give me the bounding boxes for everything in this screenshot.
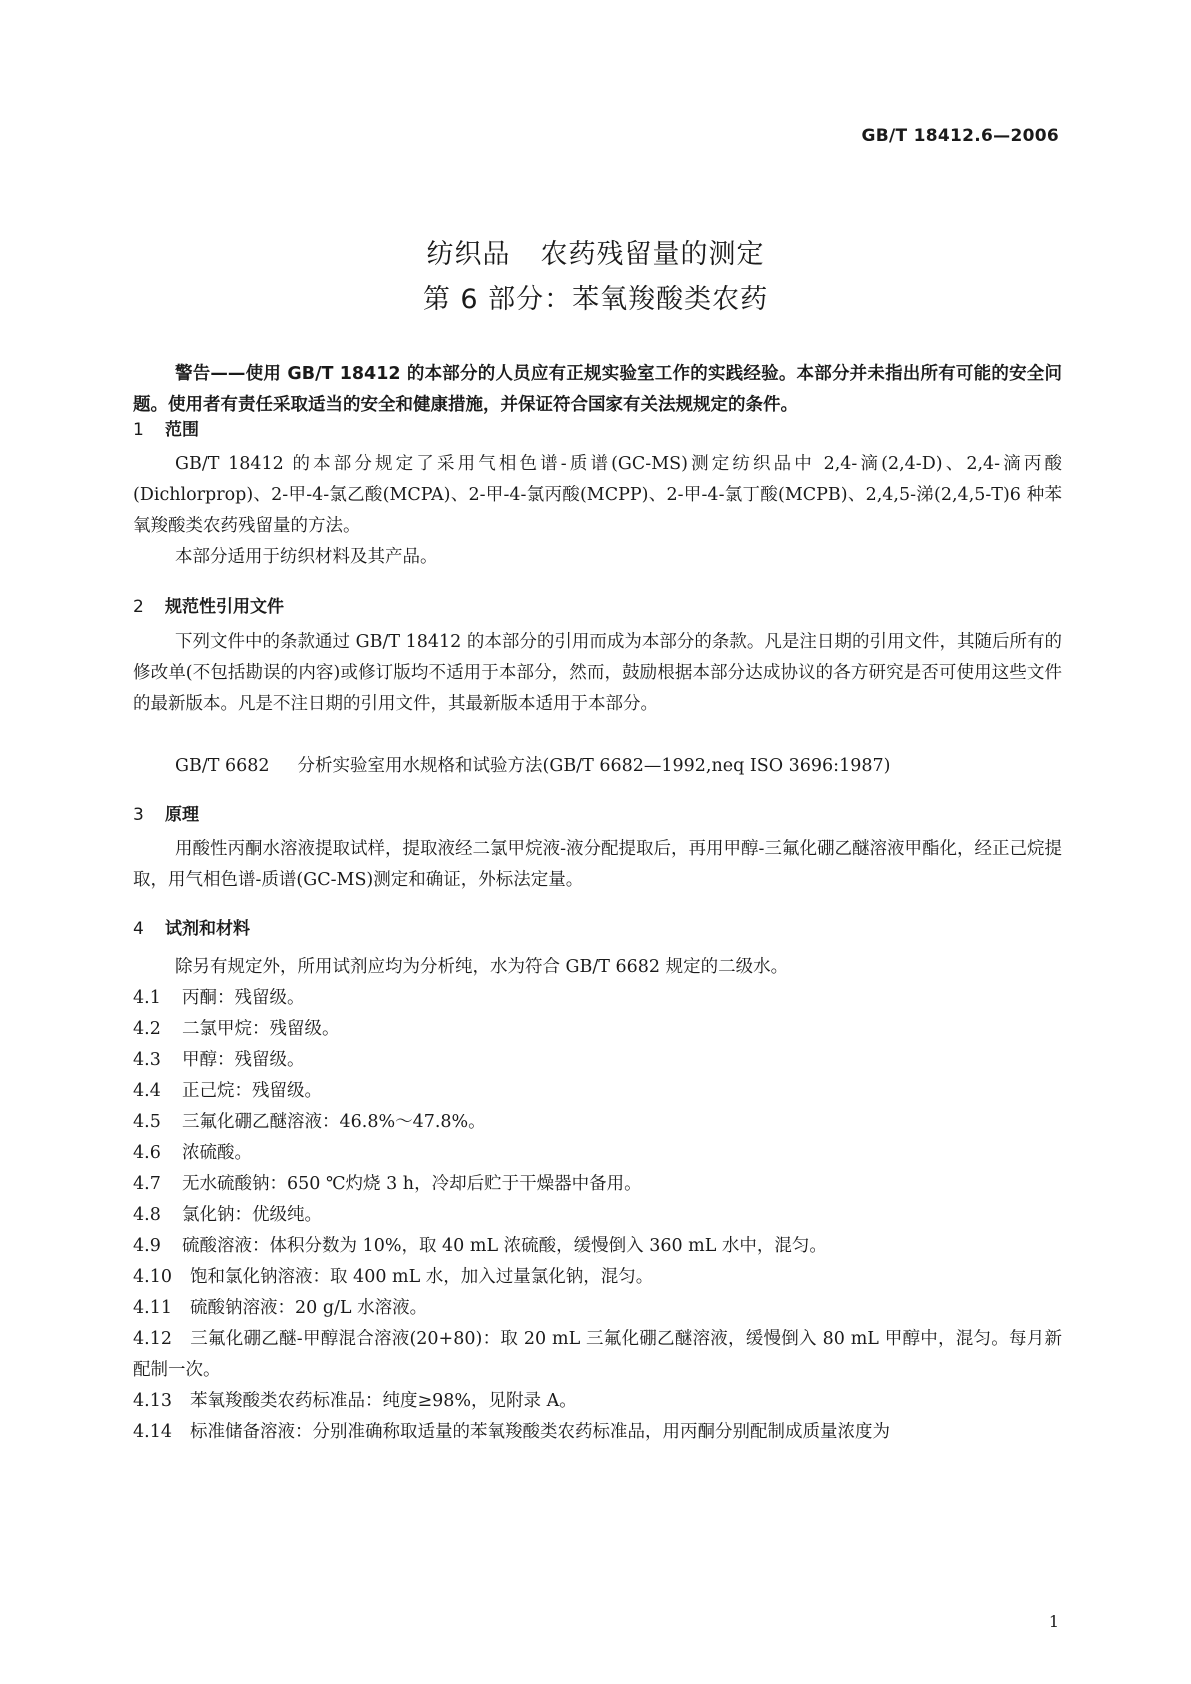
section-heading-reagents	[133, 914, 250, 939]
section-heading-scope	[133, 415, 199, 440]
standard-number: GB/T 18412.6—2006	[861, 126, 1059, 146]
reagent-item: 4.1 丙酮：残留级。	[133, 988, 305, 1008]
reagent-item: 4.8 氯化钠：优级纯。	[133, 1205, 322, 1225]
reagent-item: 4.10 饱和氯化钠溶液：取 400 mL 水，加入过量氯化钠，混匀。	[133, 1267, 654, 1287]
section-heading-normative-references	[133, 592, 284, 617]
principle-paragraph: 用酸性丙酮水溶液提取试样，提取液经二氯甲烷液-液分配提取后，再用甲醇-三氟化硼乙醚溶液甲酯化，经正己烷提取，用气相色谱-质谱(GC-MS)测定和确证，外标法定量。	[133, 839, 1062, 890]
reference-code: GB/T 6682	[175, 756, 270, 776]
section-number: 3	[133, 805, 144, 825]
reagent-item: 4.2 二氯甲烷：残留级。	[133, 1019, 340, 1039]
references-paragraph: 下列文件中的条款通过 GB/T 18412 的本部分的引用而成为本部分的条款。凡是注日期的引用文件，其随后所有的修改单(不包括勘误的内容)或修订版均不适用于本部分，然而，鼓励根据本部分达成协议的各方研究是否可使用这些文件的最新版本。凡是不注日期的引用文件，其最新版本适用于本部分。	[133, 632, 1062, 714]
section-title: 原理	[165, 805, 199, 825]
reagent-item: 4.4 正己烷：残留级。	[133, 1081, 322, 1101]
reagent-item: 4.7 无水硫酸钠：650 ℃灼烧 3 h，冷却后贮于干燥器中备用。	[133, 1174, 642, 1194]
reagent-item: 4.9 硫酸溶液：体积分数为 10%，取 40 mL 浓硫酸，缓慢倒入 360 mL 水中，混匀。	[133, 1236, 827, 1256]
section-title: 规范性引用文件	[165, 597, 284, 617]
section-number: 1	[133, 420, 144, 440]
reagents-intro-paragraph: 除另有规定外，所用试剂应均为分析纯，水为符合 GB/T 6682 规定的二级水。	[175, 957, 789, 977]
scope-paragraph: GB/T 18412 的本部分规定了采用气相色谱-质谱(GC-MS)测定纺织品中 2,4-滴(2,4-D)、2,4-滴丙酸(Dichlorprop)、2-甲-4-氯乙酸(MCPA)、2-甲-4-氯丙酸(MCPP)、2-甲-4-氯丁酸(MCPB)、2,4,5-涕(2,4,5-T)6 种苯氧羧酸类农药残留量的方法。	[133, 454, 1062, 536]
warning-paragraph: 警告——使用 GB/T 18412 的本部分的人员应有正规实验室工作的实践经验。本部分并未指出所有可能的安全问题。使用者有责任采取适当的安全和健康措施，并保证符合国家有关法规规定的条件。	[133, 364, 1062, 415]
reagent-item: 4.11 硫酸钠溶液：20 g/L 水溶液。	[133, 1298, 428, 1318]
scope-applicability-paragraph: 本部分适用于纺织材料及其产品。	[175, 547, 438, 567]
title-part-b: 农药残留量的测定	[540, 239, 765, 270]
reagent-item: 4.5 三氟化硼乙醚溶液：46.8%～47.8%。	[133, 1112, 486, 1132]
section-title: 试剂和材料	[165, 919, 250, 939]
document-title-line1	[0, 232, 1191, 271]
reagent-item: 4.6 浓硫酸。	[133, 1143, 252, 1163]
reagent-item: 4.12 三氟化硼乙醚-甲醇混合溶液(20+80)：取 20 mL 三氟化硼乙醚溶液，缓慢倒入 80 mL 甲醇中，混匀。每月新配制一次。	[133, 1329, 1062, 1380]
section-heading-principle	[133, 800, 199, 825]
section-number: 4	[133, 919, 144, 939]
reagent-item: 4.3 甲醇：残留级。	[133, 1050, 305, 1070]
reagent-item: 4.13 苯氧羧酸类农药标准品：纯度≥98%，见附录 A。	[133, 1391, 577, 1411]
document-title-line2: 第 6 部分：苯氧羧酸类农药	[422, 284, 769, 315]
section-title: 范围	[165, 420, 199, 440]
reagent-item: 4.14 标准储备溶液：分别准确称取适量的苯氧羧酸类农药标准品，用丙酮分别配制成质量浓度为	[133, 1422, 890, 1442]
title-part-a: 纺织品	[426, 239, 511, 270]
section-number: 2	[133, 597, 144, 617]
reference-title: 分析实验室用水规格和试验方法(GB/T 6682—1992,neq ISO 3696:1987)	[297, 756, 891, 776]
reference-entry	[133, 751, 1062, 782]
page-number: 1	[1048, 1612, 1059, 1631]
